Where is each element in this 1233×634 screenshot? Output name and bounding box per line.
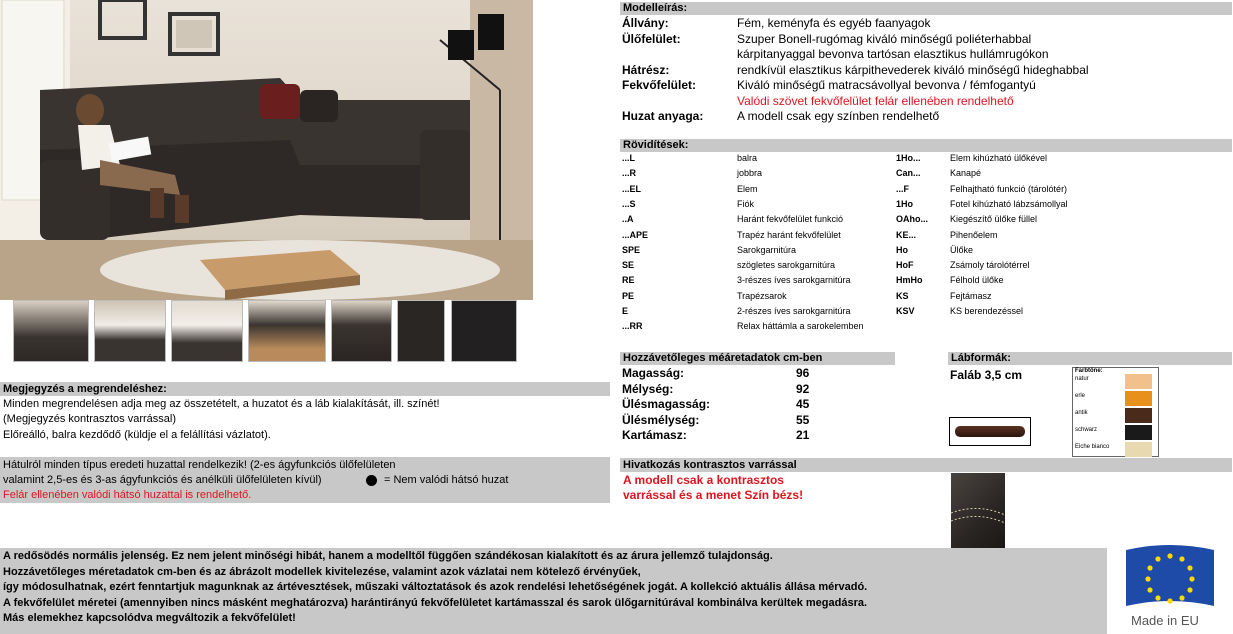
abbr-code: E [622,306,629,316]
desc-value-frame: Fém, keményfa és egyéb faanyagok [737,16,931,30]
swatch-label: schwarz [1075,427,1098,433]
desc-value-seat-2: kárpitanyaggal bevonva tartósan elasztikus hullámrugókon [737,47,1049,61]
desc-label-back: Hátrész: [622,62,670,77]
stitch-lines [951,473,1005,548]
back-note-line-2: valamint 2,5-es és 3-as ágyfunkciós és anélküli ülőfelületen kívül) [3,474,322,486]
swatch-label: erle [1075,393,1086,399]
abbr-row [622,275,1232,290]
abbr-desc: 3-részes íves sarokgarnitúra [737,275,851,286]
desc-label-seat: Ülőfelület: [622,31,681,46]
abbr-code: 1Ho [896,198,914,209]
abbr-desc: Sarokgarnitúra [737,244,797,255]
back-note-red: Felár ellenében valódi hátsó huzattal is rendelhető. [3,489,252,501]
abbr-row [622,199,1232,214]
thumbnail-5[interactable] [331,300,392,362]
back-note-legend: = Nem valódi hátsó huzat [384,474,509,486]
desc-value-sleeping: Kiváló minőségű matracsávollyal bevonva / fémfogantyú [737,78,1036,92]
dim-value: 55 [796,412,810,427]
contrast-line-2: varrással és a menet Szín bézs! [623,488,804,502]
abbr-row [622,291,1232,306]
abbr-code: KE... [896,229,917,240]
footer-text [3,549,1103,627]
dim-label: Ülésmagasság: [622,397,711,411]
dim-value: 92 [796,381,810,396]
abbr-code: Ho [896,244,908,255]
footer-line-5: Más elemekhez kapcsolódva megváltozik a fekvőfelület! [3,612,296,624]
abbr-code: SPE [622,244,641,255]
feet-label: Faláb 3,5 cm [950,368,1023,382]
abbr-desc: Pihenőelem [950,229,998,240]
abbr-desc: Trapéz haránt fekvőfelület [737,229,841,240]
abbr-desc: Fiók [737,198,755,209]
color-swatch-panel [1072,367,1159,457]
abbr-code: ...L [622,153,635,163]
desc-label-frame: Állvány: [622,16,669,30]
dim-label: Mélység: [622,381,674,396]
abbr-desc: jobbra [737,168,763,179]
abbr-desc: Haránt fekvőfelület funkció [737,214,844,225]
dimensions-table [622,366,892,446]
dim-label: Kartámasz: [622,428,687,442]
abbr-desc: Relax háttámla a sarokelemben [737,321,864,332]
desc-value-sleeping-red: Valódi szövet fekvőfelület felár ellenében rendelhető [737,93,1014,108]
abbr-code: KS [896,290,909,301]
swatch-eiche-bianco [1125,442,1152,457]
abbr-code: PE [622,290,635,301]
abbr-row [622,184,1232,199]
abbr-code: OAho... [896,214,928,225]
dim-label: Magasság: [622,366,685,380]
abbr-row [622,168,1232,183]
abbr-desc: Elem kihúzható ülőkével [950,153,1048,163]
dimensions-header: Hozzávetőleges méáretadatok cm-ben [620,352,895,365]
back-note-line-1: Hátulról minden típus eredeti huzattal rendelkezik! (2-es ágyfunkciós ülőfelületen [3,459,396,471]
swatch-label: natur [1075,376,1089,382]
dim-value: 96 [796,366,810,380]
desc-value-seat-1: Szuper Bonell-rugómag kiváló minőségű poliéterhabbal [737,31,1032,46]
desc-value-cover: A modell csak egy színben rendelhető [737,109,940,123]
dim-label: Ülésmélység: [622,412,700,427]
abbr-desc: szögletes sarokgarnitúra [737,260,836,271]
abbr-desc: Fotel kihúzható lábzsámollyal [950,198,1068,209]
wooden-foot-image [949,417,1031,446]
thumbnail-7[interactable] [451,300,517,362]
footer-line-2: Hozzávetőleges méretadatok cm-ben és az ábrázolt modellek kivitelezése, valamint azok vázlatai nem kötelező érvényűek, [3,565,641,578]
abbr-desc: Zsámoly tárolótérrel [950,260,1030,271]
abbr-code: HmHo [896,275,923,286]
abbr-desc: balra [737,153,758,163]
swatch-natur [1125,374,1152,389]
abbr-desc: Kiegészítő ülőke füllel [950,214,1038,225]
order-note-line-1: Minden megrendelésen adja meg az összetételt, a huzatot és a láb kialakítását, ill. színét! [3,398,440,410]
abbr-row [622,153,1232,168]
black-dot-icon [366,475,377,486]
abbr-code: 1Ho... [896,153,921,163]
footer-line-3: így módosulhatnak, ezért fenntartjuk magunknak az ártévesztések, műszaki változtatások és azok rendelési lehetőségének jogát. A kollekció aktuális állása mérvadó. [3,581,868,593]
abbr-desc: Ülőke [950,244,974,255]
abbr-desc: Fejtámasz [950,290,992,301]
abbr-code: RE [622,275,635,286]
abbr-code: ...RR [622,321,643,332]
thumbnail-3[interactable] [171,300,243,362]
abbr-desc: Kanapé [950,168,982,179]
abbr-code: ...S [622,198,636,209]
eu-flag-icon [1122,544,1218,616]
abbr-desc: 2-részes íves sarokgarnitúra [737,306,851,316]
abbr-row [622,214,1232,229]
swatch-schwarz [1125,425,1152,440]
dim-value: 45 [796,397,810,411]
abbr-code: ...APE [622,229,649,240]
abbr-desc: Trapézsarok [737,290,787,301]
order-note-line-3: Előreálló, balra kezdődő (küldje el a felállítási vázlatot). [3,429,271,441]
abbreviations-header: Rövidítések: [620,139,1232,152]
swatch-row [1073,440,1157,460]
abbr-code: ...EL [622,183,642,194]
made-in-eu-label: Made in EU [1131,613,1199,628]
contrast-line-1: A modell csak a kontrasztos [623,473,784,487]
abbr-row [622,321,1232,336]
desc-label-cover: Huzat anyaga: [622,109,704,123]
abbreviations-table [622,153,1232,338]
swatch-erle [1125,391,1152,406]
abbr-desc: Elem [737,183,758,194]
abbr-code: KSV [896,306,915,316]
thumbnail-6[interactable] [397,300,445,362]
thumbnail-4[interactable] [248,300,326,362]
footer-line-1: A redősödés normális jelenség. Ez nem jelent minőségi hibát, hanem a modelltől függően szándékosan kialakított és az árura jellemző tulajdonság. [3,550,773,562]
abbr-desc: Félhold ülőke [950,275,1004,286]
abbr-row [622,306,1232,321]
order-note-line-2: (Megjegyzés kontrasztos varrással) [3,413,177,425]
abbr-code: ...R [622,168,637,179]
footer-line-4: A fekvőfelület méretei (amennyiben nincs másként meghatározva) harántirányú fekvőfelületet kartámasszal és sarok ülőgarnitúrával kombinálva kerültek megadásra. [3,596,868,609]
colors-title: Farbtöne: [1075,368,1103,374]
swatch-label: antik [1075,410,1088,416]
abbr-row [622,245,1232,260]
model-description [622,16,1232,126]
abbr-code: ..A [622,214,634,225]
desc-label-sleeping: Fekvőfelület: [622,78,697,92]
order-note-header: Megjegyzés a megrendeléshez: [0,382,610,396]
contrast-header: Hivatkozás kontrasztos varrással [620,458,1232,472]
abbr-code: Can... [896,168,921,179]
swatch-label: Eiche bianco [1075,444,1110,450]
abbr-desc: KS berendezéssel [950,306,1024,316]
abbr-code: ...F [896,183,909,194]
contrast-stitch-image [951,473,1005,548]
abbr-row [622,230,1232,245]
desc-value-back: rendkívül elasztikus kárpithevederek kiváló minőségű hideghabbal [737,62,1089,77]
product-photo [0,0,533,300]
abbr-row [622,260,1232,275]
dim-value: 21 [796,428,810,442]
abbr-desc: Felhajtható funkció (tárolótér) [950,183,1068,194]
feet-header: Lábformák: [948,352,1232,365]
abbr-code: SE [622,260,635,271]
thumbnail-2[interactable] [94,300,166,362]
sofa-illustration [0,0,533,300]
thumbnail-1[interactable] [13,300,89,362]
swatch-antik [1125,408,1152,423]
model-description-header: Modelleírás: [620,2,1232,15]
abbr-code: HoF [896,260,914,271]
